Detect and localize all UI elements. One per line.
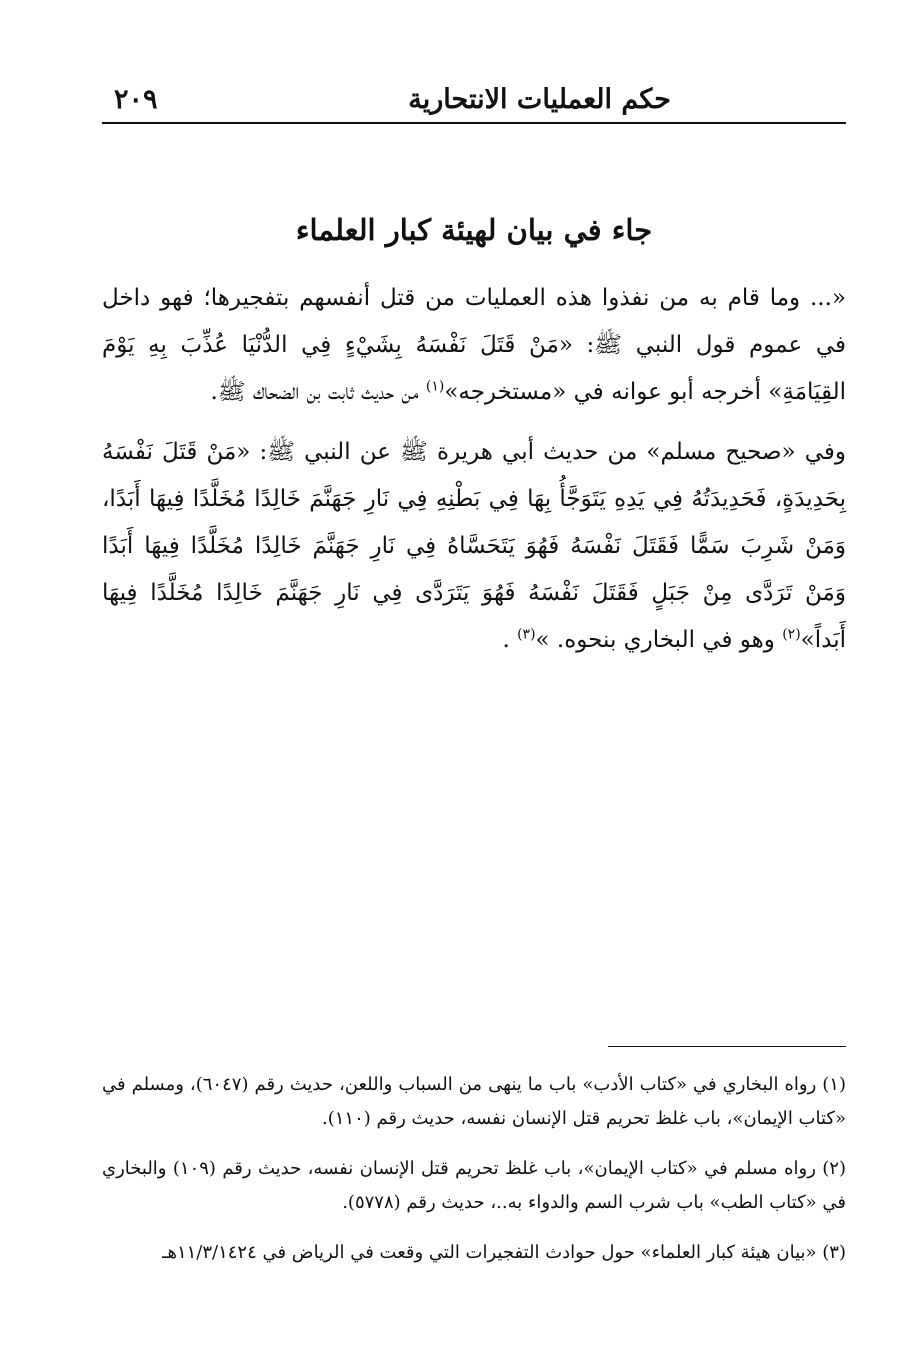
footnote-rule xyxy=(608,1046,846,1047)
footnote-1: (١) رواه البخاري في «كتاب الأدب» باب ما ينهى من السباب واللعن، حديث رقم (٦٠٤٧)، ومسلم في «كتاب الإيمان»، باب غلظ تحريم قتل الإنسان نفسه، حديث رقم (١١٠). xyxy=(102,1074,846,1129)
footnote-marker-3[interactable]: (٣) xyxy=(517,626,536,643)
paragraph-2 xyxy=(102,429,846,664)
footnote-marker-1[interactable]: (١) xyxy=(425,378,445,395)
running-header xyxy=(102,82,846,122)
section-heading: جاء في بيان لهيئة كبار العلماء xyxy=(295,213,653,247)
header-rule xyxy=(102,122,846,124)
header-title: حكم العمليات الانتحارية xyxy=(408,84,671,115)
footnote-2: (٢) رواه مسلم في «كتاب الإيمان»، باب غلظ تحريم قتل الإنسان نفسه، حديث رقم (١٠٩) والبخاري في «كتاب الطب» باب شرب السم والدواء به..، حديث رقم (٥٧٧٨). xyxy=(102,1158,846,1213)
paragraph-text: . xyxy=(502,627,518,653)
paragraph-text: وهو في البخاري بنحوه. » xyxy=(535,627,783,653)
footnotes xyxy=(102,1068,846,1270)
body-text xyxy=(102,275,846,664)
footnote-marker-2[interactable]: (٢) xyxy=(782,626,801,643)
footnote-3: (٣) «بيان هيئة كبار العلماء» حول حوادث التفجيرات التي وقعت في الرياض في ١١/٣/١٤٢٤هـ xyxy=(162,1242,846,1263)
page-number: ٢٠٩ xyxy=(114,84,158,115)
paragraph-1 xyxy=(102,275,846,416)
paragraph-text: من حديث ثابت بن الضحاك ﷺ. xyxy=(210,379,426,405)
paragraph-text: وفي «صحيح مسلم» من حديث أبي هريرة ﷺ عن النبي ﷺ: «مَنْ قَتَلَ نَفْسَهُ بِحَدِيدَةٍ، فَحَدِيدَتُهُ فِي يَدِهِ يَتَوَجَّأُ بِهَا فِي بَطْنِهِ فِي نَارِ جَهَنَّمَ خَالِدًا مُخَلَّدًا فِيهَا أَبَدًا، وَمَنْ شَرِبَ سَمًّا فَقَتَلَ نَفْسَهُ فَهُوَ يَتَحَسَّاهُ فِي نَارِ جَهَنَّمَ خَالِدًا مُخَلَّدًا فِيهَا أَبَدًا وَمَنْ تَرَدَّى مِنْ جَبَلٍ فَقَتَلَ نَفْسَهُ فَهُوَ يَتَرَدَّى فِي نَارِ جَهَنَّمَ خَالِدًا مُخَلَّدًا فِيهَا أَبَداً» xyxy=(102,439,846,653)
paragraph-text: «... وما قام به من نفذوا هذه العمليات من قتل أنفسهم بتفجيرها؛ فهو داخل في عموم قول النبي ﷺ: «مَنْ قَتَلَ نَفْسَهُ بِشَيْءٍ فِي الدُّنْيَا عُذِّبَ بِهِ يَوْمَ القِيَامَةِ» أخرجه أبو عوانه في «مستخرجه» xyxy=(102,285,846,405)
